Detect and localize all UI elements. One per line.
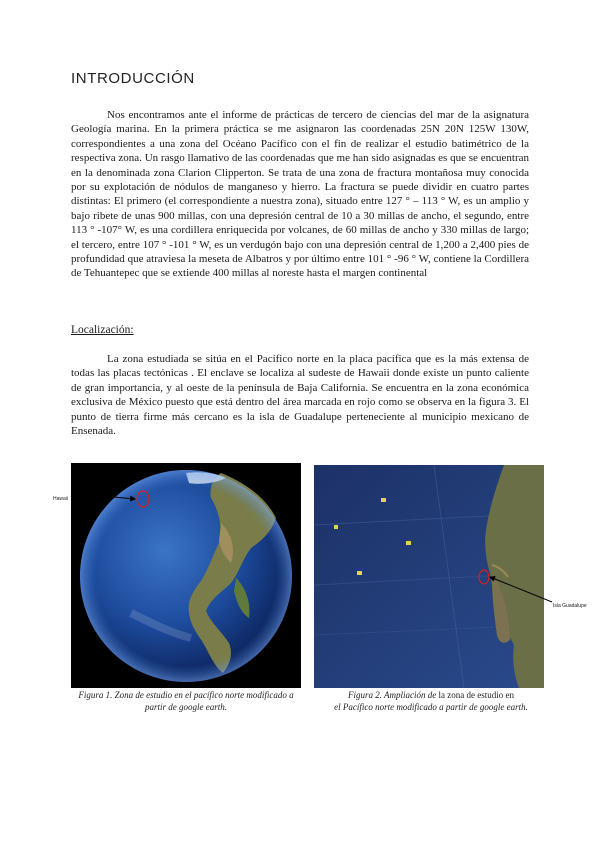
figure-2-caption-prefix: Figura 2. Ampliación de: [347, 690, 437, 700]
section-heading: INTRODUCCIÓN: [71, 70, 195, 87]
location-paragraph: La zona estudiada se sitúa en el Pacífico norte en la placa pacífica que es la más extensa de todas las placas tectónicas . El enclave se localiza al sudeste de Hawaii donde existe un punto caliente de gran importancia, y al oeste de la península de Baja California. Se encuentra en la zona económica exclusiva de México puesto que está dentro del área marcada en rojo como se observa en la figura 3. El punto de tierra firme más cercano es la isla de Guadalupe perteneciente al municipio mexicano de Ensenada.: [71, 353, 529, 438]
hawaii-label: Hawaii: [53, 496, 69, 502]
figure-2-zoom-image: [314, 465, 544, 688]
figure-2-caption-plain: la zona de estudio en: [436, 690, 515, 700]
figure-2-caption-line2: el Pacífico norte modificado a partir de google earth.: [334, 701, 528, 712]
isla-guadalupe-label: Isla Guadalupe: [553, 603, 587, 609]
globe-illustration: [71, 463, 301, 688]
figure-2-caption: [306, 690, 556, 713]
intro-paragraph: Nos encontramos ante el informe de prácticas de tercero de ciencias del mar de la asignatura Geología marina. En la primera práctica se me asignaron las coordenadas 25N 20N 125W 130W, correspondientes a una zona del Océano Pacífico con el fin de realizar el estudio batimétrico de la respectiva zona. Un rasgo llamativo de las coordenadas que me han sido asignadas es que se encuentran en la denominada zona Clarion Clipperton. Se trata de una zona de fractura montañosa muy conocida por su explotación de nódulos de manganeso y hierro. La fractura se puede dividir en cuatro partes distintas: El primero (el correspondiente a nuestra zona), situado entre 127 ° – 113 ° W, es un amplio y bajo ribete de unas 900 millas, con una depresión central de 10 a 30 millas de ancho, el segundo, entre 113 ° -107° W, es una cordillera enriquecida por volcanes, de 60 millas de ancho y 330 millas de largo; el tercero, entre 107 ° -101 ° W, es un verdugón bajo con una depresión central de 1,200 a 2,400 pies de profundidad que atraviesa la meseta de Albatros y por último entre 101 ° -96 ° W, contiene la Cordillera de Tehuantepec que se extiende 400 millas al noreste hasta el margen continental: [71, 109, 529, 280]
figure-1-globe-image: [71, 463, 301, 688]
figure-1-caption: Figura 1. Zona de estudio en el pacífico norte modificado a partir de google earth.: [78, 690, 294, 712]
zoom-map-illustration: [314, 465, 544, 688]
location-subheading: Localización:: [71, 324, 134, 336]
